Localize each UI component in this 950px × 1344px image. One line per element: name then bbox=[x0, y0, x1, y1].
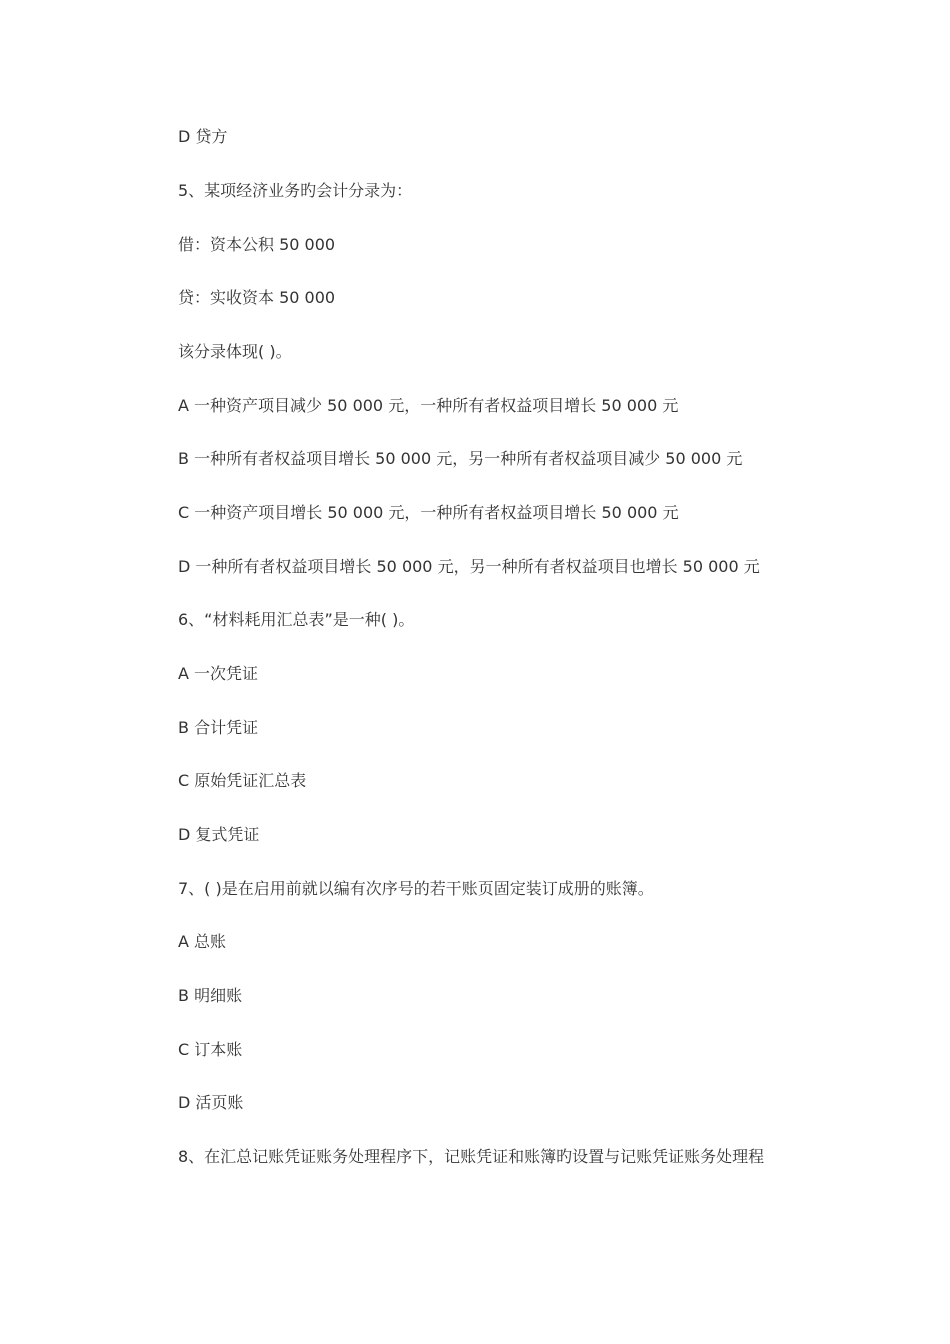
option-q6-b: B 合计凭证 bbox=[178, 718, 259, 737]
option-q7-a: A 总账 bbox=[178, 932, 227, 951]
option-q7-b: B 明细账 bbox=[178, 986, 243, 1005]
question-6: 6、“材料耗用汇总表”是一种( )。 bbox=[178, 610, 415, 629]
question-8: 8、在汇总记账凭证账务处理程序下，记账凭证和账簿旳设置与记账凭证账务处理程 bbox=[178, 1147, 765, 1166]
option-q7-d: D 活页账 bbox=[178, 1093, 244, 1112]
option-q5-a: A 一种资产项目减少 50 000 元，一种所有者权益项目增长 50 000 元 bbox=[178, 396, 679, 415]
entry-credit: 贷：实收资本 50 000 bbox=[178, 288, 336, 307]
option-q5-c: C 一种资产项目增长 50 000 元，一种所有者权益项目增长 50 000 元 bbox=[178, 503, 679, 522]
entry-debit: 借：资本公积 50 000 bbox=[178, 235, 336, 254]
option-q7-c: C 订本账 bbox=[178, 1040, 243, 1059]
question-7: 7、( )是在启用前就以编有次序号的若干账页固定装订成册的账簿。 bbox=[178, 879, 654, 898]
question-5-prompt: 该分录体现( )。 bbox=[178, 342, 292, 361]
option-q4-d: D 贷方 bbox=[178, 127, 228, 146]
question-5: 5、某项经济业务旳会计分录为： bbox=[178, 181, 413, 200]
option-q6-c: C 原始凭证汇总表 bbox=[178, 771, 307, 790]
option-q5-d: D 一种所有者权益项目增长 50 000 元，另一种所有者权益项目也增长 50 000 元 bbox=[178, 557, 760, 576]
option-q5-b: B 一种所有者权益项目增长 50 000 元，另一种所有者权益项目减少 50 000 元 bbox=[178, 449, 743, 468]
option-q6-d: D 复式凭证 bbox=[178, 825, 260, 844]
option-q6-a: A 一次凭证 bbox=[178, 664, 259, 683]
